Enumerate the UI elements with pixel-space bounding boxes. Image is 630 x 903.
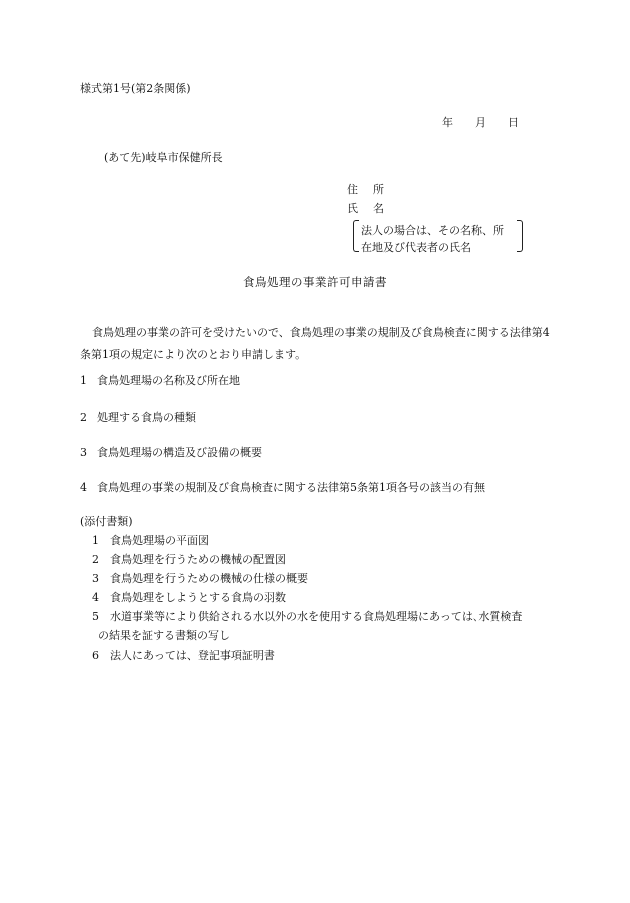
date-month-label: 月 — [475, 116, 486, 129]
address-label: 住 所 — [347, 183, 384, 196]
attachment-5-continuation: の結果を証する書類の写し — [98, 629, 230, 642]
attachments-heading: (添付書類) — [80, 515, 133, 528]
date-line — [442, 117, 519, 128]
attachment-3: 3 食鳥処理を行うための機械の仕様の概要 — [92, 572, 308, 585]
item-3: 3 食鳥処理場の構造及び設備の概要 — [80, 446, 262, 459]
name-label: 氏 名 — [347, 202, 384, 215]
attachment-1: 1 食鳥処理場の平面図 — [92, 534, 209, 547]
body-paragraph: 食鳥処理の事業の許可を受けたいので、食鳥処理の事業の規制及び食鳥検査に関する法律第4条第1項の規定により次のとおり申請します。 — [80, 326, 550, 361]
form-number: 様式第1号(第2条関係) — [80, 82, 191, 95]
item-4: 4 食鳥処理の事業の規制及び食鳥検査に関する法律第5条第1項各号の該当の有無 — [80, 481, 485, 494]
item-2: 2 処理する食鳥の種類 — [80, 411, 196, 424]
right-bracket — [517, 220, 523, 252]
attachment-6: 6 法人にあっては、登記事項証明書 — [92, 649, 275, 662]
attachment-5: 5 水道事業等により供給される水以外の水を使用する食鳥処理場にあっては､水質検査 — [92, 610, 523, 623]
attachment-4: 4 食鳥処理をしようとする食鳥の羽数 — [92, 591, 286, 604]
document-title: 食鳥処理の事業許可申請書 — [243, 275, 387, 289]
addressee: (あて先)岐阜市保健所長 — [104, 151, 223, 164]
item-1: 1 食鳥処理場の名称及び所在地 — [80, 374, 240, 387]
applicant-block — [347, 184, 384, 222]
date-day-label: 日 — [508, 116, 519, 129]
date-year-label: 年 — [442, 116, 453, 129]
left-bracket — [353, 220, 359, 252]
corporate-note — [353, 220, 523, 252]
attachment-2: 2 食鳥処理を行うための機械の配置図 — [92, 553, 286, 566]
corporate-note-text: 法人の場合は、その名称、所 在地及び代表者の氏名 — [361, 224, 504, 254]
